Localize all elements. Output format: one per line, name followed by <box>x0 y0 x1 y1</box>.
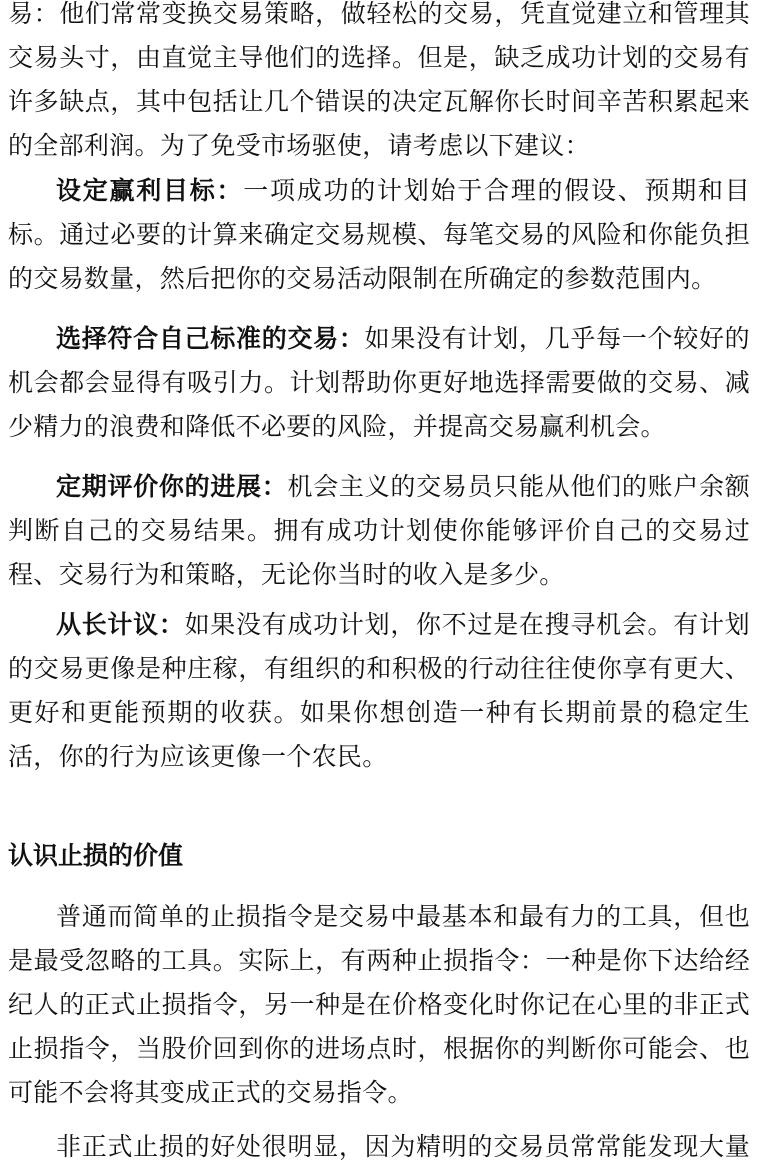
section-para-1-line-3: 纪人的正式止损指令，另一种是在价格变化时你记在心里的非正式 <box>8 990 750 1019</box>
section-para-1-line-5: 可能不会将其变成正式的交易指令。 <box>8 1078 413 1107</box>
tip-3-line-2: 判断自己的交易结果。拥有成功计划使你能够评价自己的交易过 <box>8 516 750 545</box>
intro-line-4: 的全部利润。为了免受市场驱使，请考虑以下建议： <box>8 131 590 160</box>
tip-4-first-line <box>56 605 750 645</box>
tip-3-line-3: 程、交易行为和策略，无论你当时的收入是多少。 <box>8 560 565 589</box>
section-para-1-line-1: 普通而简单的止损指令是交易中最基本和最有力的工具，但也 <box>56 902 750 931</box>
tip-3-text: 机会主义的交易员只能从他们的账户余额 <box>287 472 751 501</box>
tip-1-title: 设定赢利目标： <box>56 176 244 205</box>
section-para-1-line-4: 止损指令，当股价回到你的进场点时，根据你的判断你可能会、也 <box>8 1034 750 1063</box>
tip-2-first-line <box>56 319 750 359</box>
tip-2-line-2: 机会都会显得有吸引力。计划帮助你更好地选择需要做的交易、减 <box>8 368 750 397</box>
intro-line-3: 许多缺点，其中包括让几个错误的决定瓦解你长时间辛苦积累起来 <box>8 87 750 116</box>
tip-1-first-line <box>56 171 750 211</box>
section-para-2-line-1: 非正式止损的好处很明显，因为精明的交易员常常能发现大量 <box>56 1132 750 1161</box>
tip-3-first-line <box>56 467 750 507</box>
tip-2-line-3: 少精力的浪费和降低不必要的风险，并提高交易赢利机会。 <box>8 412 666 441</box>
tip-3-title: 定期评价你的进展： <box>56 472 288 501</box>
tip-1-text: 一项成功的计划始于合理的假设、预期和目 <box>243 176 750 205</box>
tip-1-line-2: 标。通过必要的计算来确定交易规模、每笔交易的风险和你能负担 <box>8 220 750 249</box>
tip-4-text: 如果没有成功计划，你不过是在搜寻机会。有计划 <box>184 610 750 639</box>
tip-2-title: 选择符合自己标准的交易： <box>56 324 365 353</box>
tip-4-line-2: 的交易更像是种庄稼，有组织的和积极的行动往往使你享有更大、 <box>8 654 750 683</box>
tip-4-line-3: 更好和更能预期的收获。如果你想创造一种有长期前景的稳定生 <box>8 698 750 727</box>
tip-4-line-4: 活，你的行为应该更像一个农民。 <box>8 742 388 771</box>
intro-line-1: 易：他们常常变换交易策略，做轻松的交易，凭直觉建立和管理其 <box>8 0 750 28</box>
section-para-1-line-2: 是最受忽略的工具。实际上，有两种止损指令：一种是你下达给经 <box>8 946 750 975</box>
intro-line-2: 交易头寸，由直觉主导他们的选择。但是，缺乏成功计划的交易有 <box>8 43 750 72</box>
tip-2-text: 如果没有计划，几乎每一个较好的 <box>364 324 750 353</box>
section-heading: 认识止损的价值 <box>8 841 184 870</box>
tip-1-line-3: 的交易数量，然后把你的交易活动限制在所确定的参数范围内。 <box>8 264 717 293</box>
tip-4-title: 从长计议： <box>56 610 185 639</box>
